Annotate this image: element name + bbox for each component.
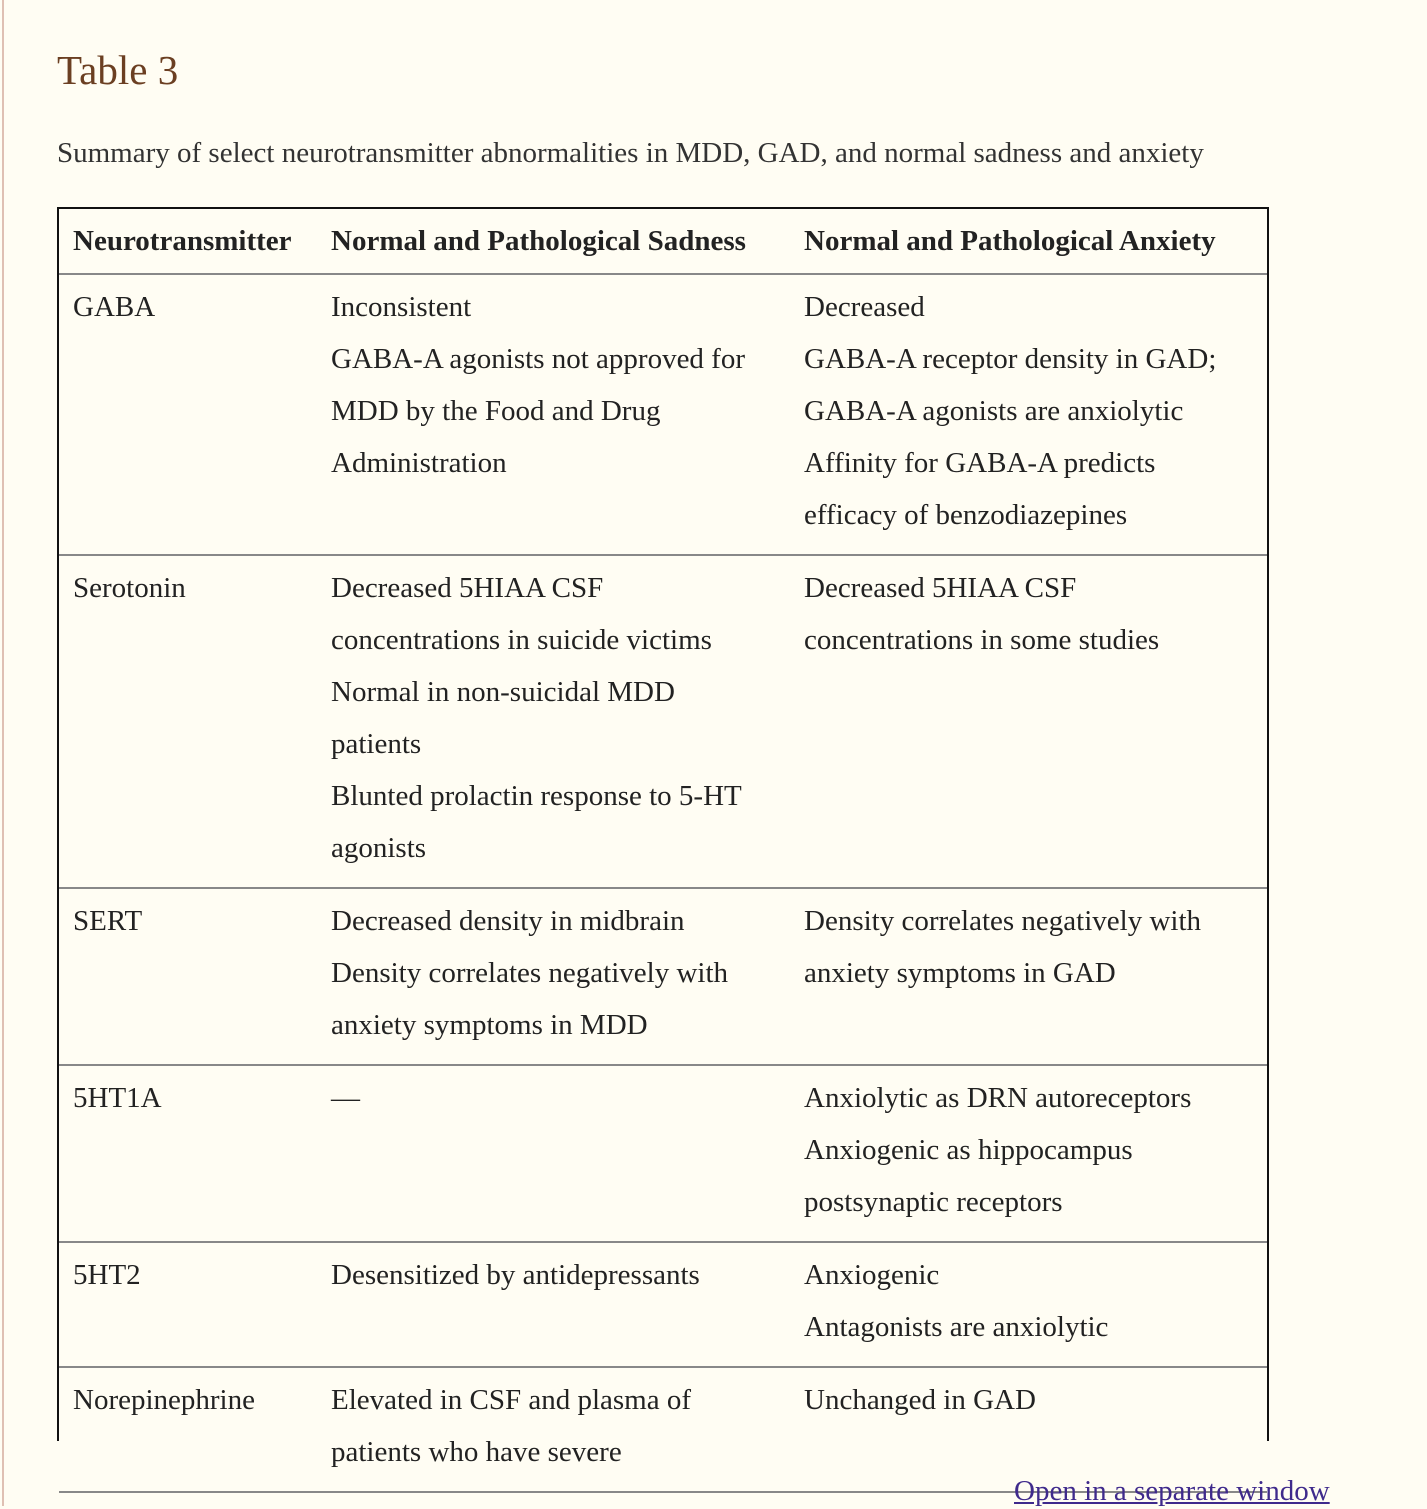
cell-neurotransmitter: 5HT1A [73, 1082, 162, 1114]
cell-anxiety [791, 555, 1267, 888]
table-row [59, 555, 1267, 888]
table-scroll-container[interactable] [57, 207, 1269, 1468]
cell-anxiety [791, 1065, 1267, 1242]
cell-neurotransmitter: GABA [73, 291, 156, 323]
cell-line: Normal in non-suicidal MDD [331, 676, 675, 708]
table-caption: Summary of select neurotransmitter abnormalities in MDD, GAD, and normal sadness and anxiety [57, 137, 1204, 169]
header-neurotransmitter: Neurotransmitter [73, 225, 292, 257]
cell-line: Decreased density in midbrain [331, 905, 685, 937]
cell-line: Administration [331, 447, 507, 479]
cell-neurotransmitter: Serotonin [73, 572, 186, 604]
header-sadness: Normal and Pathological Sadness [331, 225, 746, 257]
cell-line: Decreased 5HIAA CSF [804, 572, 1077, 604]
cell-neurotransmitter: SERT [73, 905, 143, 937]
page-left-border [2, 0, 4, 1506]
cell-line: postsynaptic receptors [804, 1186, 1063, 1218]
cell-line: GABA-A receptor density in GAD; [804, 343, 1217, 375]
cell-line: anxiety symptoms in GAD [804, 957, 1116, 989]
cell-anxiety [791, 1242, 1267, 1367]
table-header-row [59, 209, 1267, 274]
cell-neurotransmitter: Norepinephrine [73, 1384, 255, 1416]
cell-line: Decreased 5HIAA CSF [331, 572, 604, 604]
cell-line: Blunted prolactin response to 5-HT [331, 780, 742, 812]
cell-sadness [318, 888, 791, 1065]
neurotransmitter-table [59, 209, 1267, 1493]
cell-line: Unchanged in GAD [804, 1384, 1036, 1416]
cell-line: MDD by the Food and Drug [331, 395, 661, 427]
table-row [59, 1065, 1267, 1242]
table-row [59, 888, 1267, 1065]
cell-line: — [331, 1082, 360, 1114]
cell-line: efficacy of benzodiazepines [804, 499, 1128, 531]
cell-line: Anxiogenic as hippocampus [804, 1134, 1133, 1166]
cell-line: GABA-A agonists not approved for [331, 343, 746, 375]
cell-line: Affinity for GABA-A predicts [804, 447, 1156, 479]
cell-line: Decreased [804, 291, 925, 323]
cell-anxiety [791, 274, 1267, 555]
cell-sadness [318, 1367, 791, 1492]
cell-line: Anxiogenic [804, 1259, 940, 1291]
cell-line: anxiety symptoms in MDD [331, 1009, 648, 1041]
cell-line: Elevated in CSF and plasma of [331, 1384, 692, 1416]
cell-line: GABA-A agonists are anxiolytic [804, 395, 1184, 427]
cell-sadness [318, 274, 791, 555]
open-in-separate-window-link[interactable]: Open in a separate window [1014, 1475, 1330, 1507]
cell-sadness [318, 555, 791, 888]
cell-line: patients [331, 728, 422, 760]
cell-line: Inconsistent [331, 291, 472, 323]
cell-sadness [318, 1065, 791, 1242]
cell-neurotransmitter: 5HT2 [73, 1259, 141, 1291]
cell-line: concentrations in suicide victims [331, 624, 712, 656]
cell-line: Density correlates negatively with [804, 905, 1202, 937]
cell-line: patients who have severe [331, 1436, 622, 1468]
cell-line: agonists [331, 832, 427, 864]
cell-line: Desensitized by antidepressants [331, 1259, 700, 1291]
cell-anxiety [791, 888, 1267, 1065]
header-anxiety: Normal and Pathological Anxiety [804, 225, 1216, 257]
cell-line: Antagonists are anxiolytic [804, 1311, 1109, 1343]
table-title: Table 3 [57, 47, 179, 93]
cell-sadness [318, 1242, 791, 1367]
cell-line: concentrations in some studies [804, 624, 1160, 656]
table-row [59, 274, 1267, 555]
cell-line: Density correlates negatively with [331, 957, 729, 989]
cell-line: Anxiolytic as DRN autoreceptors [804, 1082, 1192, 1114]
table-row [59, 1242, 1267, 1367]
